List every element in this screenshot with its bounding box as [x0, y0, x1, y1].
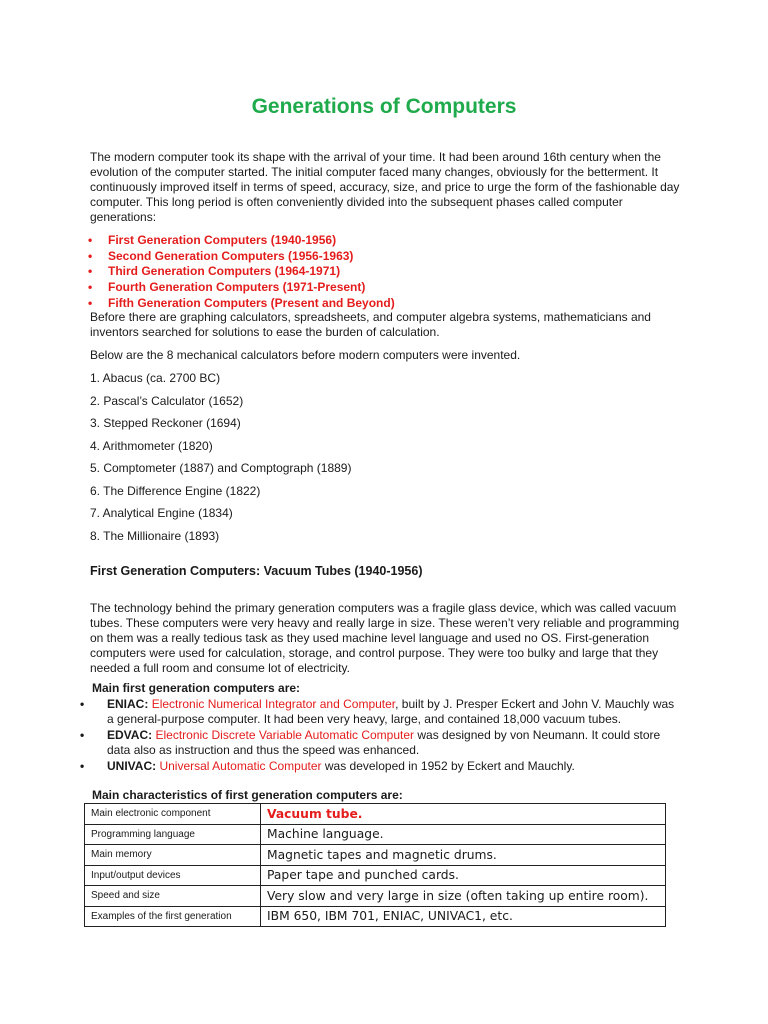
bullet-icon: • [88, 264, 93, 279]
list-item: • EDVAC: Electronic Discrete Variable Automatic Computer was designed by von Neumann. It could store data also as instruction and thus the speed was enhanced. [80, 728, 661, 757]
table-row [85, 906, 666, 927]
table-key: Main memory [85, 845, 261, 866]
list-item: 5. Comptometer (1887) and Comptograph (1889) [90, 461, 352, 475]
table-value: IBM 650, IBM 701, ENIAC, UNIVAC1, etc. [261, 906, 666, 927]
table-row [85, 804, 666, 825]
table-key: Input/output devices [85, 865, 261, 886]
list-item: 7. Analytical Engine (1834) [90, 506, 233, 520]
characteristics-table [84, 803, 666, 927]
list-item: 2. Pascal’s Calculator (1652) [90, 393, 244, 408]
table-key: Examples of the first generation [85, 906, 261, 927]
bullet-icon: • [88, 233, 93, 247]
bullet-icon: • [88, 280, 93, 295]
first-gen-paragraph: The technology behind the primary generation computers was a fragile glass device, which was called vacuum tubes. These computers were very heavy and really large in size. These weren’t very reliable and programming on them was a really tedious task as they used machine level language and used no OS. First-generation computers were used for calculation, storage, and control purpose. They were too bulky and large that they needed a full room and consume lot of electricity. [90, 601, 680, 675]
main-computers-list [80, 697, 680, 775]
table-row [85, 886, 666, 907]
list-item: 6. The Difference Engine (1822) [90, 483, 261, 498]
list-item: • ENIAC: Electronic Numerical Integrator and Computer, built by J. Presper Eckert and John V. Mauchly was a general-purpose computer. It had been very heavy, large, and contained 18,000 vacuum tubes. [80, 697, 675, 726]
table-value: Vacuum tube. [261, 804, 666, 825]
calculators-list [90, 371, 351, 551]
bullet-icon: • [80, 697, 85, 711]
intro-paragraph: The modern computer took its shape with the arrival of your time. It had been around 16th century when the evolution of the computer started. The initial computer faced many changes, obviously for the betterment. It continuously improved itself in terms of speed, accuracy, size, and price to urge the form of the fashionable day computer. This long period is often conveniently divided into the subsequent phases called computer generations: [90, 150, 680, 224]
list-item: 3. Stepped Reckoner (1694) [90, 416, 241, 430]
bullet-icon: • [88, 248, 93, 263]
table-value: Machine language. [261, 824, 666, 845]
table-row [85, 824, 666, 845]
table-key: Programming language [85, 824, 261, 845]
calculators-intro: Below are the 8 mechanical calculators before modern computers were invented. [90, 348, 521, 362]
table-value: Paper tape and punched cards. [261, 865, 666, 886]
table-row [85, 845, 666, 866]
table-row [85, 865, 666, 886]
table-key: Main electronic component [85, 804, 261, 825]
bullet-icon: • [80, 759, 85, 773]
list-item: • Fourth Generation Computers (1971-Present) [88, 280, 366, 295]
list-item: • Second Generation Computers (1956-1963) [88, 248, 354, 263]
before-paragraph: Before there are graphing calculators, spreadsheets, and computer algebra systems, mathematicians and inventors searched for solutions to ease the burden of calculation. [90, 310, 651, 339]
list-item: 4. Arithmometer (1820) [90, 438, 213, 453]
list-item: • First Generation Computers (1940-1956) [88, 233, 337, 247]
list-item: 1. Abacus (ca. 2700 BC) [90, 371, 221, 385]
characteristics-heading: Main characteristics of first generation computers are: [92, 788, 403, 802]
list-item: • UNIVAC: Universal Automatic Computer was developed in 1952 by Eckert and Mauchly. [80, 759, 575, 773]
list-item: 8. The Millionaire (1893) [90, 528, 220, 543]
table-key: Speed and size [85, 886, 261, 907]
first-gen-heading: First Generation Computers: Vacuum Tubes (1940-1956) [90, 564, 423, 578]
table-value: Magnetic tapes and magnetic drums. [261, 845, 666, 866]
main-computers-heading: Main first generation computers are: [92, 681, 301, 695]
list-item: • Third Generation Computers (1964-1971) [88, 264, 341, 279]
bullet-icon: • [88, 295, 93, 310]
generations-list [88, 233, 688, 312]
list-item: • Fifth Generation Computers (Present and Beyond) [88, 295, 395, 310]
bullet-icon: • [80, 728, 85, 742]
table-value: Very slow and very large in size (often taking up entire room). [261, 886, 666, 907]
page-title: Generations of Computers [251, 95, 517, 118]
